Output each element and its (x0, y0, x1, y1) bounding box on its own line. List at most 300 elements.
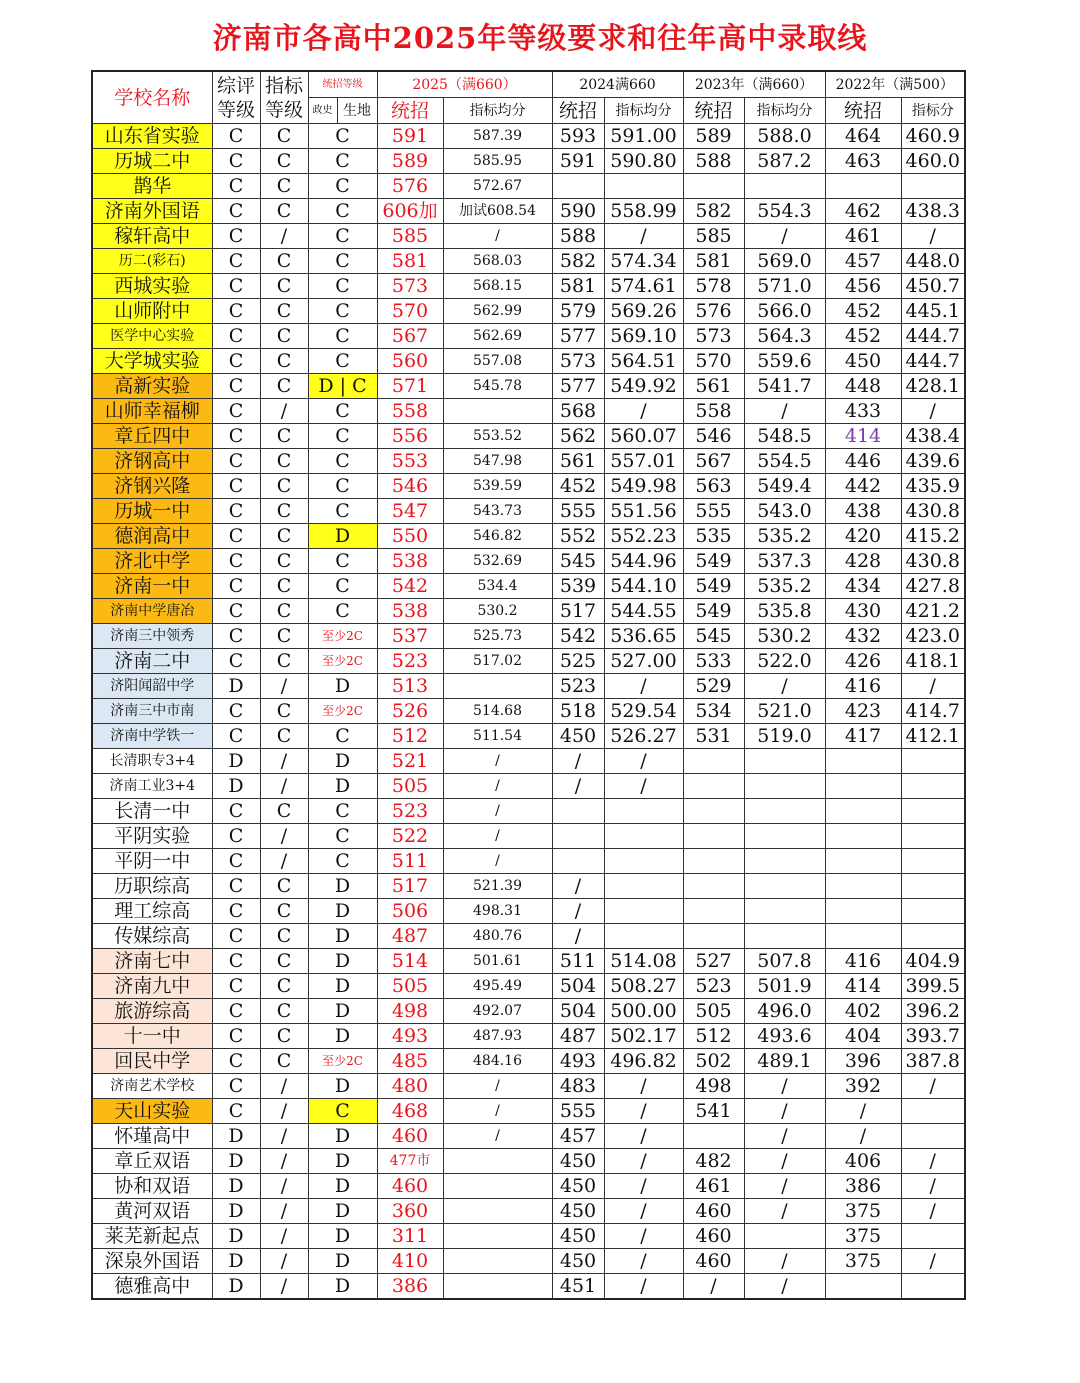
tongzhao-grade: D (308, 999, 377, 1024)
tongzhao-2025: 521 (377, 749, 443, 774)
zhibiao-score-2022: 421.2 (901, 599, 965, 624)
tongzhao-2022 (825, 824, 901, 849)
zhibiao-avg-2024: 574.34 (604, 249, 683, 274)
zhibiao-avg-2025: 568.03 (443, 249, 552, 274)
tongzhao-2025: 505 (377, 974, 443, 999)
zhibiao-grade: C (260, 549, 308, 574)
zhibiao-avg-2024 (604, 899, 683, 924)
tongzhao-grade: C (308, 124, 377, 149)
table-row (92, 324, 965, 349)
zhibiao-avg-2025 (443, 1174, 552, 1199)
school-name: 长清一中 (92, 799, 212, 824)
zhibiao-avg-2023: / (744, 1199, 825, 1224)
tongzhao-2022: 414 (825, 424, 901, 449)
tongzhao-2025: 477市 (377, 1149, 443, 1174)
tongzhao-2023: 505 (683, 999, 744, 1024)
tongzhao-grade: D (308, 874, 377, 899)
tongzhao-2023 (683, 824, 744, 849)
zhibiao-grade: / (260, 1099, 308, 1124)
zhibiao-avg-2025: / (443, 1074, 552, 1099)
zhibiao-grade: C (260, 724, 308, 749)
zhibiao-grade: C (260, 424, 308, 449)
zhibiao-score-2022: 450.7 (901, 274, 965, 299)
tongzhao-2023: 578 (683, 274, 744, 299)
zhibiao-score-2022: 460.0 (901, 149, 965, 174)
zhibiao-grade: / (260, 1249, 308, 1274)
school-name: 历职综高 (92, 874, 212, 899)
zhibiao-grade: C (260, 1049, 308, 1074)
zhibiao-grade: C (260, 449, 308, 474)
zhibiao-avg-2023: 566.0 (744, 299, 825, 324)
zhibiao-grade: C (260, 324, 308, 349)
zhibiao-avg-2024: / (604, 774, 683, 799)
zhibiao-grade: / (260, 399, 308, 424)
zongping-grade: C (212, 949, 260, 974)
tongzhao-2024: 582 (552, 249, 604, 274)
tongzhao-2022: 432 (825, 624, 901, 649)
zhibiao-avg-2023 (744, 749, 825, 774)
tongzhao-2024: 542 (552, 624, 604, 649)
zhibiao-avg-2024: 502.17 (604, 1024, 683, 1049)
tongzhao-2022: 461 (825, 224, 901, 249)
zhibiao-avg-2025 (443, 1249, 552, 1274)
tongzhao-grade: C (308, 249, 377, 274)
tongzhao-grade: D (308, 774, 377, 799)
header-tongzhao-2024: 统招 (552, 98, 604, 124)
tongzhao-2022 (825, 924, 901, 949)
zhibiao-avg-2024: 557.01 (604, 449, 683, 474)
school-name: 章丘双语 (92, 1149, 212, 1174)
tongzhao-2022: 430 (825, 599, 901, 624)
zhibiao-grade: C (260, 124, 308, 149)
table-row (92, 899, 965, 924)
zhibiao-avg-2025: 568.15 (443, 274, 552, 299)
zhibiao-avg-2024: 536.65 (604, 624, 683, 649)
zhibiao-score-2022 (901, 774, 965, 799)
zhibiao-avg-2023: 559.6 (744, 349, 825, 374)
tongzhao-2025: 514 (377, 949, 443, 974)
zongping-grade: C (212, 1024, 260, 1049)
tongzhao-2025: 556 (377, 424, 443, 449)
school-name: 回民中学 (92, 1049, 212, 1074)
zhibiao-avg-2025: 546.82 (443, 524, 552, 549)
zhibiao-avg-2024: 496.82 (604, 1049, 683, 1074)
zhibiao-avg-2025 (443, 1274, 552, 1300)
school-name: 平阴实验 (92, 824, 212, 849)
tongzhao-2025: 547 (377, 499, 443, 524)
zhibiao-grade: / (260, 749, 308, 774)
tongzhao-grade: D (308, 749, 377, 774)
zhibiao-avg-2025: 加试608.54 (443, 199, 552, 224)
zhibiao-grade: / (260, 1124, 308, 1149)
zongping-grade: C (212, 374, 260, 399)
zhibiao-avg-2025: 501.61 (443, 949, 552, 974)
tongzhao-2024: 545 (552, 549, 604, 574)
zhibiao-avg-2023: 535.2 (744, 574, 825, 599)
zhibiao-avg-2025: 532.69 (443, 549, 552, 574)
tongzhao-grade: C (308, 849, 377, 874)
tongzhao-2022 (825, 849, 901, 874)
tongzhao-2023: 460 (683, 1224, 744, 1249)
school-name: 德雅高中 (92, 1274, 212, 1300)
zhibiao-avg-2025: / (443, 824, 552, 849)
zhibiao-score-2022: 427.8 (901, 574, 965, 599)
zhibiao-avg-2024 (604, 849, 683, 874)
zhibiao-score-2022 (901, 849, 965, 874)
zongping-grade: C (212, 499, 260, 524)
zhibiao-avg-2024: 549.98 (604, 474, 683, 499)
table-row (92, 824, 965, 849)
tongzhao-2024: 555 (552, 499, 604, 524)
table-row (92, 424, 965, 449)
zhibiao-score-2022: 430.8 (901, 499, 965, 524)
school-name: 济南九中 (92, 974, 212, 999)
tongzhao-grade: C (308, 474, 377, 499)
zhibiao-avg-2023: 549.4 (744, 474, 825, 499)
zhibiao-grade: C (260, 349, 308, 374)
zhibiao-avg-2024: 549.92 (604, 374, 683, 399)
zhibiao-avg-2025 (443, 1199, 552, 1224)
tongzhao-grade: 至少2C (308, 649, 377, 674)
zhibiao-score-2022 (901, 1224, 965, 1249)
tongzhao-2025: 512 (377, 724, 443, 749)
tongzhao-2023 (683, 924, 744, 949)
zhibiao-avg-2025: / (443, 774, 552, 799)
tongzhao-grade: C (308, 1099, 377, 1124)
tongzhao-2022: 450 (825, 349, 901, 374)
zhibiao-avg-2023: 496.0 (744, 999, 825, 1024)
tongzhao-2022: 456 (825, 274, 901, 299)
header-2025: 2025（满660） (377, 71, 552, 98)
tongzhao-2024: 539 (552, 574, 604, 599)
zhibiao-score-2022 (901, 749, 965, 774)
zhibiao-score-2022: 412.1 (901, 724, 965, 749)
zhibiao-avg-2024: / (604, 749, 683, 774)
tongzhao-2023: 545 (683, 624, 744, 649)
zongping-grade: C (212, 174, 260, 199)
tongzhao-2025: 591 (377, 124, 443, 149)
zhibiao-avg-2023: 587.2 (744, 149, 825, 174)
zhibiao-grade: C (260, 499, 308, 524)
school-name: 协和双语 (92, 1174, 212, 1199)
zhibiao-avg-2023 (744, 824, 825, 849)
tongzhao-2024: 483 (552, 1074, 604, 1099)
zhibiao-avg-2024: 527.00 (604, 649, 683, 674)
tongzhao-2022: 396 (825, 1049, 901, 1074)
zhibiao-score-2022: 415.2 (901, 524, 965, 549)
zhibiao-avg-2025: 543.73 (443, 499, 552, 524)
tongzhao-grade: 至少2C (308, 1049, 377, 1074)
tongzhao-2023 (683, 899, 744, 924)
zhibiao-avg-2024: 569.26 (604, 299, 683, 324)
tongzhao-2022 (825, 1274, 901, 1300)
zhibiao-grade: C (260, 149, 308, 174)
tongzhao-2023 (683, 1124, 744, 1149)
zhibiao-score-2022: 404.9 (901, 949, 965, 974)
zongping-grade: C (212, 1099, 260, 1124)
zhibiao-avg-2023 (744, 924, 825, 949)
zhibiao-avg-2023: 535.2 (744, 524, 825, 549)
tongzhao-2022: 434 (825, 574, 901, 599)
school-name: 西城实验 (92, 274, 212, 299)
tongzhao-2024: 504 (552, 999, 604, 1024)
tongzhao-grade: D (308, 1224, 377, 1249)
tongzhao-grade: C (308, 724, 377, 749)
zhibiao-avg-2024: 544.10 (604, 574, 683, 599)
zhibiao-score-2022: 438.3 (901, 199, 965, 224)
tongzhao-2024: 487 (552, 1024, 604, 1049)
tongzhao-2024: / (552, 924, 604, 949)
tongzhao-grade: D (308, 949, 377, 974)
zhibiao-avg-2023: / (744, 399, 825, 424)
zhibiao-grade: / (260, 1174, 308, 1199)
zongping-grade: C (212, 124, 260, 149)
zhibiao-grade: C (260, 199, 308, 224)
tongzhao-2025: 360 (377, 1199, 443, 1224)
zongping-grade: C (212, 149, 260, 174)
zhibiao-avg-2023: 522.0 (744, 649, 825, 674)
zhibiao-grade: / (260, 849, 308, 874)
tongzhao-grade: D (308, 1124, 377, 1149)
tongzhao-2024: 588 (552, 224, 604, 249)
tongzhao-2025: 567 (377, 324, 443, 349)
zhibiao-avg-2023: 501.9 (744, 974, 825, 999)
zhibiao-score-2022: 448.0 (901, 249, 965, 274)
zongping-grade: C (212, 999, 260, 1024)
zhibiao-avg-2023 (744, 174, 825, 199)
zongping-grade: C (212, 474, 260, 499)
zongping-grade: C (212, 899, 260, 924)
zhibiao-grade: C (260, 999, 308, 1024)
table-row (92, 274, 965, 299)
tongzhao-grade: D (308, 1249, 377, 1274)
tongzhao-2025: 571 (377, 374, 443, 399)
table-row (92, 1274, 965, 1300)
zhibiao-grade: C (260, 374, 308, 399)
tongzhao-grade: D (308, 899, 377, 924)
zhibiao-grade: C (260, 924, 308, 949)
table-row (92, 649, 965, 674)
zhibiao-avg-2025: 553.52 (443, 424, 552, 449)
school-name: 济南二中 (92, 649, 212, 674)
header-tongzhao-2025: 统招 (377, 98, 443, 124)
tongzhao-2024: 504 (552, 974, 604, 999)
table-row (92, 449, 965, 474)
zongping-grade: C (212, 349, 260, 374)
header-tongzhao-2022: 统招 (825, 98, 901, 124)
table-row (92, 749, 965, 774)
zhibiao-grade: / (260, 1149, 308, 1174)
tongzhao-2022: 462 (825, 199, 901, 224)
school-name: 历城二中 (92, 149, 212, 174)
table-row (92, 1199, 965, 1224)
tongzhao-2024: 555 (552, 1099, 604, 1124)
tongzhao-2023: 576 (683, 299, 744, 324)
zhibiao-avg-2023: 543.0 (744, 499, 825, 524)
header-shengdi: 生地 (337, 98, 377, 124)
header-tongzhao-dengji: 统招等级 (308, 71, 377, 98)
tongzhao-2024: 450 (552, 1149, 604, 1174)
table-row (92, 574, 965, 599)
table-row (92, 674, 965, 699)
school-name: 历城一中 (92, 499, 212, 524)
zhibiao-avg-2025: 547.98 (443, 449, 552, 474)
zhibiao-avg-2023: 493.6 (744, 1024, 825, 1049)
school-name: 理工综高 (92, 899, 212, 924)
tongzhao-2023: 535 (683, 524, 744, 549)
zhibiao-score-2022: 399.5 (901, 974, 965, 999)
zhibiao-avg-2025: / (443, 849, 552, 874)
zhibiao-avg-2024: / (604, 674, 683, 699)
tongzhao-2023: 555 (683, 499, 744, 524)
zongping-grade: C (212, 724, 260, 749)
table-row (92, 399, 965, 424)
zhibiao-grade: C (260, 649, 308, 674)
zhibiao-score-2022: 428.1 (901, 374, 965, 399)
zhibiao-avg-2023: / (744, 1074, 825, 1099)
tongzhao-grade: C (308, 149, 377, 174)
zongping-grade: C (212, 624, 260, 649)
tongzhao-grade: D (308, 1199, 377, 1224)
tongzhao-grade: D (308, 524, 377, 549)
zhibiao-avg-2023: / (744, 1099, 825, 1124)
tongzhao-2025: 570 (377, 299, 443, 324)
tongzhao-grade: D (308, 1149, 377, 1174)
zongping-grade: D (212, 674, 260, 699)
tongzhao-2023: 563 (683, 474, 744, 499)
zongping-grade: C (212, 849, 260, 874)
tongzhao-2024: 523 (552, 674, 604, 699)
tongzhao-2024: 577 (552, 374, 604, 399)
zhibiao-avg-2023: 564.3 (744, 324, 825, 349)
zhibiao-avg-2024: 591.00 (604, 124, 683, 149)
school-name: 高新实验 (92, 374, 212, 399)
table-row (92, 849, 965, 874)
table-row (92, 499, 965, 524)
zhibiao-grade: C (260, 299, 308, 324)
zhibiao-score-2022: / (901, 399, 965, 424)
tongzhao-grade: C (308, 599, 377, 624)
zhibiao-grade: / (260, 1199, 308, 1224)
tongzhao-2022: 452 (825, 324, 901, 349)
header-zongping: 综评等级 (212, 71, 260, 124)
tongzhao-2022: 446 (825, 449, 901, 474)
zongping-grade: C (212, 1074, 260, 1099)
zhibiao-avg-2025: 521.39 (443, 874, 552, 899)
tongzhao-2025: 523 (377, 649, 443, 674)
tongzhao-grade: D (308, 1274, 377, 1300)
tongzhao-2024: 511 (552, 949, 604, 974)
tongzhao-2025: 505 (377, 774, 443, 799)
zhibiao-avg-2023 (744, 849, 825, 874)
zhibiao-avg-2024: / (604, 1174, 683, 1199)
school-name: 济钢兴隆 (92, 474, 212, 499)
zongping-grade: C (212, 874, 260, 899)
zongping-grade: C (212, 449, 260, 474)
zhibiao-score-2022: 418.1 (901, 649, 965, 674)
table-row (92, 599, 965, 624)
zhibiao-avg-2024: 590.80 (604, 149, 683, 174)
tongzhao-2023: / (683, 1274, 744, 1300)
zongping-grade: C (212, 199, 260, 224)
tongzhao-2024: 450 (552, 1249, 604, 1274)
tongzhao-2023: 512 (683, 1024, 744, 1049)
zhibiao-avg-2025: / (443, 749, 552, 774)
zhibiao-grade: C (260, 899, 308, 924)
tongzhao-2025: 573 (377, 274, 443, 299)
tongzhao-2025: 386 (377, 1274, 443, 1300)
zhibiao-score-2022 (901, 874, 965, 899)
tongzhao-2022: 428 (825, 549, 901, 574)
tongzhao-2024: 561 (552, 449, 604, 474)
zhibiao-avg-2023: / (744, 1249, 825, 1274)
school-name: 鹊华 (92, 174, 212, 199)
tongzhao-2025: 460 (377, 1124, 443, 1149)
tongzhao-2023 (683, 774, 744, 799)
tongzhao-2024 (552, 174, 604, 199)
zhibiao-grade: C (260, 974, 308, 999)
zhibiao-score-2022 (901, 924, 965, 949)
zhibiao-avg-2023: / (744, 224, 825, 249)
zhibiao-avg-2023 (744, 799, 825, 824)
school-name: 深泉外国语 (92, 1249, 212, 1274)
school-name: 济南三中市南 (92, 699, 212, 724)
table-row (92, 974, 965, 999)
tongzhao-2025: 460 (377, 1174, 443, 1199)
tongzhao-2022 (825, 899, 901, 924)
school-name: 济南中学唐冶 (92, 599, 212, 624)
zhibiao-score-2022 (901, 799, 965, 824)
table-row (92, 1224, 965, 1249)
header-zhibiao-junfen-2023: 指标均分 (744, 98, 825, 124)
tongzhao-2025: 511 (377, 849, 443, 874)
tongzhao-2025: 410 (377, 1249, 443, 1274)
tongzhao-2022: 463 (825, 149, 901, 174)
school-name: 医学中心实验 (92, 324, 212, 349)
table-row (92, 474, 965, 499)
tongzhao-2024: 517 (552, 599, 604, 624)
tongzhao-2025: 517 (377, 874, 443, 899)
zhibiao-avg-2025 (443, 674, 552, 699)
tongzhao-2022: 416 (825, 674, 901, 699)
school-name: 济南外国语 (92, 199, 212, 224)
zongping-grade: D (212, 1124, 260, 1149)
zhibiao-avg-2025: 587.39 (443, 124, 552, 149)
zhibiao-avg-2023: / (744, 1274, 825, 1300)
zhibiao-avg-2024 (604, 924, 683, 949)
zhibiao-avg-2024: 500.00 (604, 999, 683, 1024)
school-name: 黄河双语 (92, 1199, 212, 1224)
zhibiao-avg-2025: 492.07 (443, 999, 552, 1024)
zhibiao-score-2022: 444.7 (901, 324, 965, 349)
tongzhao-2022: 404 (825, 1024, 901, 1049)
tongzhao-2025: 581 (377, 249, 443, 274)
tongzhao-grade: 至少2C (308, 624, 377, 649)
school-name: 章丘四中 (92, 424, 212, 449)
tongzhao-2024: 450 (552, 1199, 604, 1224)
tongzhao-2025: 542 (377, 574, 443, 599)
table-row (92, 699, 965, 724)
tongzhao-2022 (825, 749, 901, 774)
tongzhao-2023: 460 (683, 1249, 744, 1274)
zhibiao-avg-2023: / (744, 1149, 825, 1174)
tongzhao-2025: 550 (377, 524, 443, 549)
zongping-grade: D (212, 1249, 260, 1274)
school-name: 济北中学 (92, 549, 212, 574)
zongping-grade: D (212, 749, 260, 774)
zongping-grade: D (212, 1199, 260, 1224)
tongzhao-2024: 450 (552, 1174, 604, 1199)
